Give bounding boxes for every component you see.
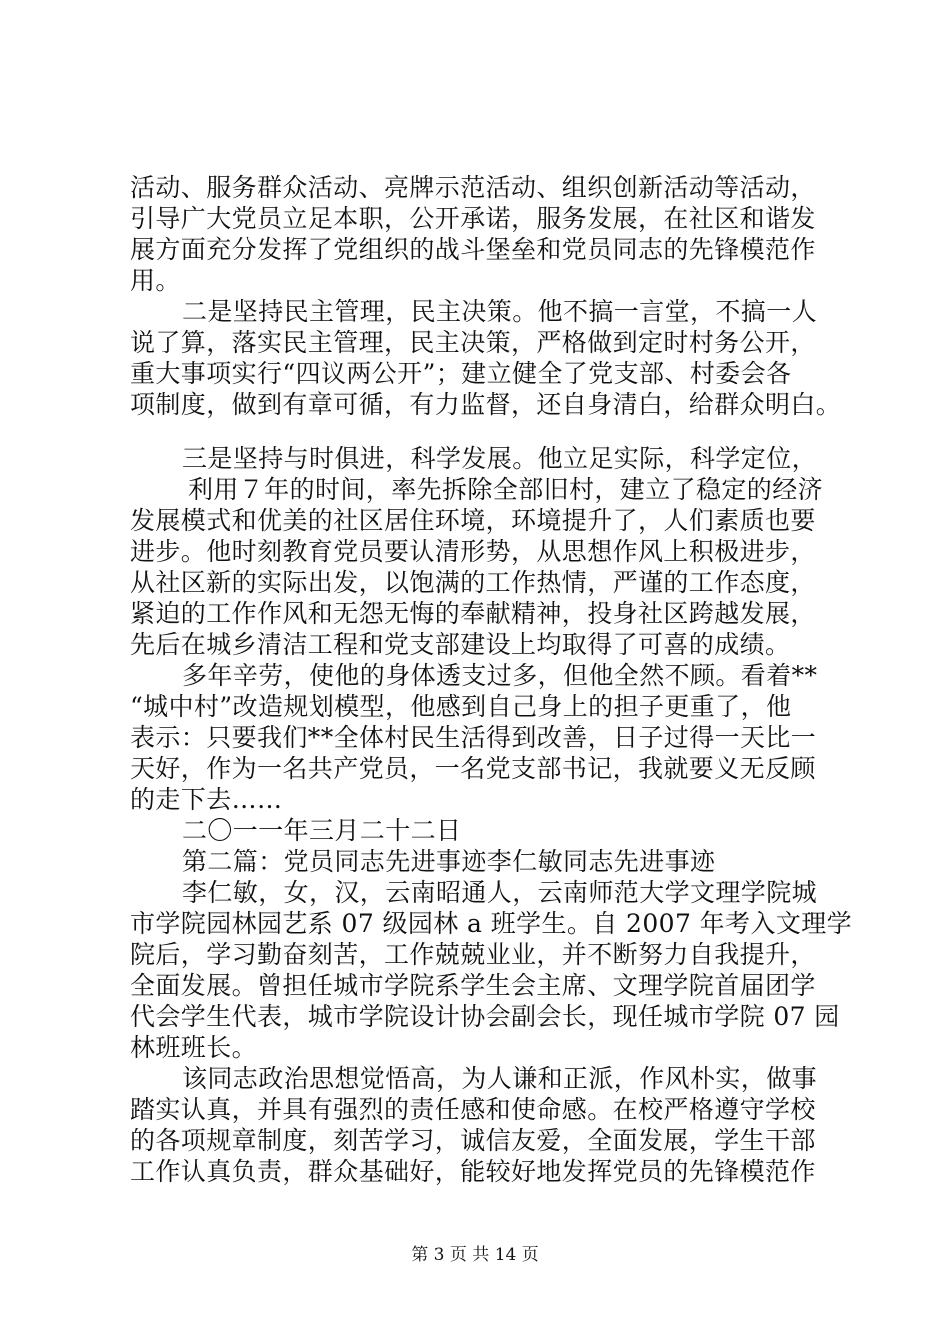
text-line: 天好，作为一名共产党员，一名党支部书记，我就要义无反顾 [130,754,816,783]
text-line: 用。 [130,266,181,295]
text-line: 的各项规章制度，刻苦学习，诚信友爱，全面发展，学生干部 [130,1126,816,1155]
text-line: 展方面充分发挥了党组织的战斗堡垒和党员同志的先锋模范作 [130,235,816,264]
text-line: 的走下去…… [130,785,283,814]
text-line: 项制度，做到有章可循，有力监督，还自身清白，给群众明白。 [130,390,842,419]
paragraph-start: 多年辛劳，使他的身体透支过多，但他全然不顾。看着** [182,661,818,690]
paragraph-start: 该同志政治思想觉悟高，为人谦和正派，作风朴实，做事 [182,1064,818,1093]
text-line: 全面发展。曾担任城市学院系学生会主席、文理学院首届团学 [130,971,816,1000]
text-line: 工作认真负责，群众基础好，能较好地发挥党员的先锋模范作 [130,1157,816,1186]
page-footer [0,1244,950,1266]
section-heading: 第二篇：党员同志先进事迹李仁敏同志先进事迹 [182,847,716,876]
text-line: 重大事项实行“四议两公开”；建立健全了党支部、村委会各 [130,359,792,388]
paragraph-gap [130,420,835,443]
text-line: 先后在城乡清洁工程和党支部建设上均取得了可喜的成绩。 [130,630,791,659]
paragraph-start: 李仁敏，女，汉，云南昭通人，云南师范大学文理学院城 [182,878,818,907]
text-line: 林班班长。 [130,1033,258,1062]
page-number: 第 3 页 共 14 页 [411,1245,539,1265]
date-line: 二〇一一年三月二十二日 [182,816,462,845]
text-line: 市学院园林园艺系 07 级园林 a 班学生。自 2007 年考入文理学 [130,909,853,938]
text-line: 踏实认真，并具有强烈的责任感和使命感。在校严格遵守学校 [130,1095,816,1124]
text-line: 紧迫的工作作风和无怨无悔的奉献精神，投身社区跨越发展， [130,599,816,628]
text-line: “城中村”改造规划模型，他感到自己身上的担子更重了，他 [130,692,792,721]
text-line: 引导广大党员立足本职，公开承诺，服务发展，在社区和谐发 [130,204,816,233]
paragraph-start: 三是坚持与时俱进，科学发展。他立足实际，科学定位， [182,444,818,473]
text-line: 表示：只要我们**全体村民生活得到改善，日子过得一天比一 [130,723,817,752]
paragraph-start: 二是坚持民主管理，民主决策。他不搞一言堂，不搞一人 [182,297,818,326]
text-line: 代会学生代表，城市学院设计协会副会长，现任城市学院 07 园 [130,1002,840,1031]
text-line: 说了算，落实民主管理，民主决策，严格做到定时村务公开， [130,328,816,357]
text-line: 利用７年的时间，率先拆除全部旧村，建立了稳定的经济 [188,475,824,504]
text-line: 发展模式和优美的社区居住环境，环境提升了，人们素质也要 [130,506,816,535]
text-line: 活动、服务群众活动、亮牌示范活动、组织创新活动等活动， [130,173,816,202]
text-line: 进步。他时刻教育党员要认清形势，从思想作风上积极进步， [130,537,816,566]
text-line: 院后，学习勤奋刻苦，工作兢兢业业，并不断努力自我提升， [130,940,816,969]
text-line: 从社区新的实际出发，以饱满的工作热情，严谨的工作态度， [130,568,816,597]
document-body [130,172,853,1187]
